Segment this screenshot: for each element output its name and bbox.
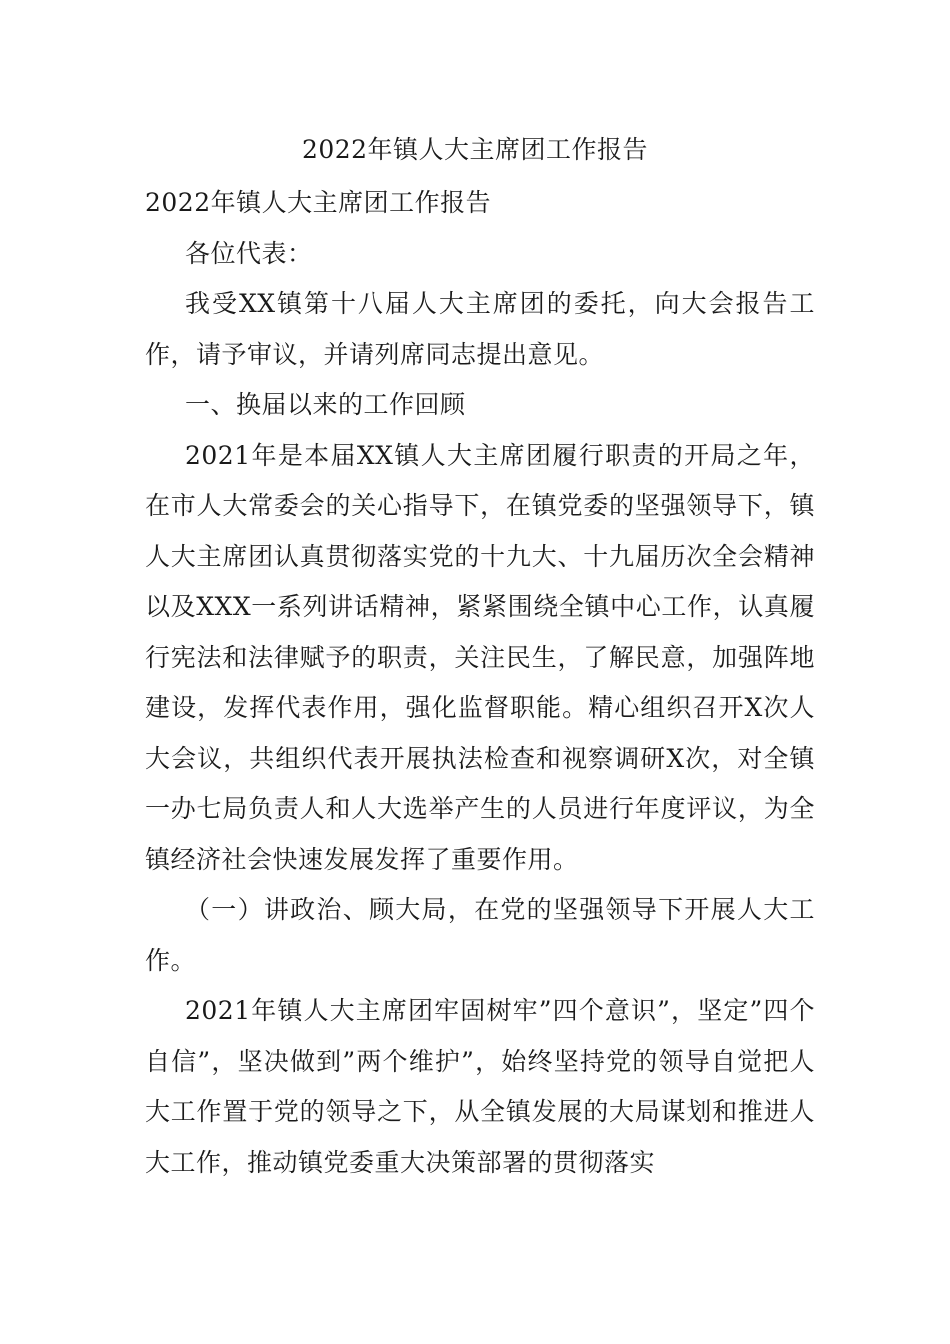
paragraph-1: 我受XX镇第十八届人大主席团的委托，向大会报告工作，请予审议，并请列席同志提出意见。 [145,289,815,369]
paragraph-2: 2021年是本届XX镇人大主席团履行职责的开局之年，在市人大常委会的关心指导下，在镇党委的坚强领导下，镇人大主席团认真贯彻落实党的十九大、十九届历次全会精神以及XXX一系列讲话精神，紧紧围绕全镇中心工作，认真履行宪法和法律赋予的职责，关注民生，了解民意，加强阵地建设，发挥代表作用，强化监督职能。精心组织召开X次人大会议，共组织代表开展执法检查和视察调研X次，对全镇一办七局负责人和人大选举产生的人员进行年度评议，为全镇经济社会快速发展发挥了重要作用。 [145,440,815,874]
document-title: 2022年镇人大主席团工作报告 [301,135,649,164]
greeting: 各位代表： [185,238,313,268]
subsection-heading-1: （一）讲政治、顾大局，在党的坚强领导下开展人大工作。 [145,895,815,975]
document-subtitle: 2022年镇人大主席团工作报告 [145,188,492,217]
section-heading-1: 一、换届以来的工作回顾 [185,390,466,419]
paragraph-3: 2021年镇人大主席团牢固树牢”四个意识”，坚定”四个自信”，坚决做到”两个维护”，始终坚持党的领导自觉把人大工作置于党的领导之下，从全镇发展的大局谋划和推进人大工作，推动镇党委重大决策部署的贯彻落实 [145,996,815,1177]
document-body [145,178,815,1188]
